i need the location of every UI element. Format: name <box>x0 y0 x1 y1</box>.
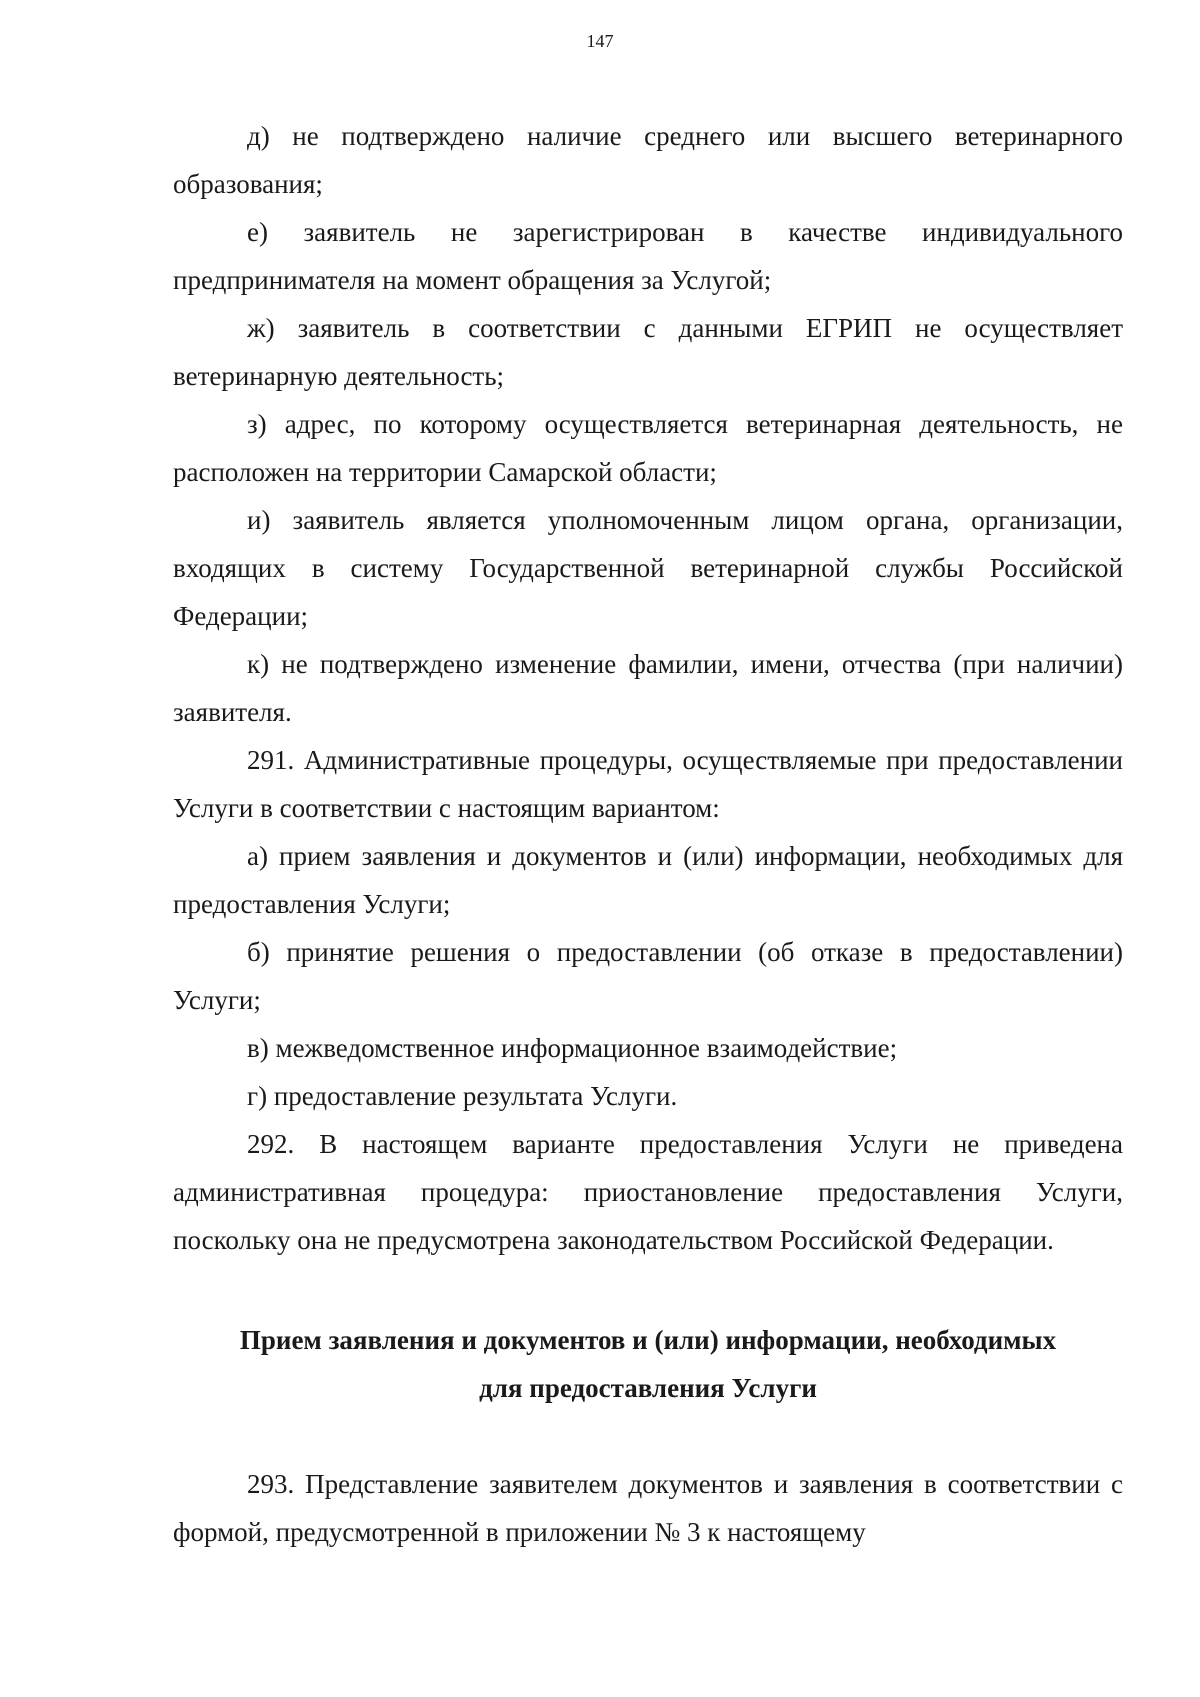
paragraph-291-b: б) принятие решения о предоставлении (об отказе в предоставлении) Услуги; <box>173 937 1123 1015</box>
paragraph-e: е) заявитель не зарегистрирован в качестве индивидуального предпринимателя на момент обращения за Услугой; <box>173 217 1123 295</box>
paragraph-zh: ж) заявитель в соответствии с данными ЕГРИП не осуществляет ветеринарную деятельность; <box>173 313 1123 391</box>
paragraph-292: 292. В настоящем варианте предоставления Услуги не приведена административная процедура: приостановление предоставления Услуги, поскольку она не предусмотрена законодательством Российской Федерации. <box>173 1129 1123 1255</box>
paragraph-i: и) заявитель является уполномоченным лицом органа, организации, входящих в систему Государственной ветеринарной службы Российской Федерации; <box>173 505 1123 631</box>
paragraph-293: 293. Представление заявителем документов и заявления в соответствии с формой, предусмотренной в приложении № 3 к настоящему <box>173 1469 1123 1547</box>
paragraph-291-a: а) прием заявления и документов и (или) информации, необходимых для предоставления Услуги; <box>173 841 1123 919</box>
document-body <box>173 112 1123 1556</box>
section-heading <box>173 1316 1123 1412</box>
paragraph-z: з) адрес, по которому осуществляется ветеринарная деятельность, не расположен на территории Самарской области; <box>173 409 1123 487</box>
page-number: 147 <box>586 31 614 51</box>
paragraph-291-g: г) предоставление результата Услуги. <box>247 1081 678 1111</box>
section-heading-line-1: Прием заявления и документов и (или) информации, необходимых <box>239 1325 1057 1355</box>
paragraph-k: к) не подтверждено изменение фамилии, имени, отчества (при наличии) заявителя. <box>173 649 1123 727</box>
section-heading-line-2: для предоставления Услуги <box>479 1373 817 1403</box>
paragraph-291-v: в) межведомственное информационное взаимодействие; <box>247 1033 898 1063</box>
paragraph-291: 291. Административные процедуры, осуществляемые при предоставлении Услуги в соответствии с настоящим вариантом: <box>173 745 1123 823</box>
paragraph-d: д) не подтверждено наличие среднего или высшего ветеринарного образования; <box>173 121 1123 199</box>
